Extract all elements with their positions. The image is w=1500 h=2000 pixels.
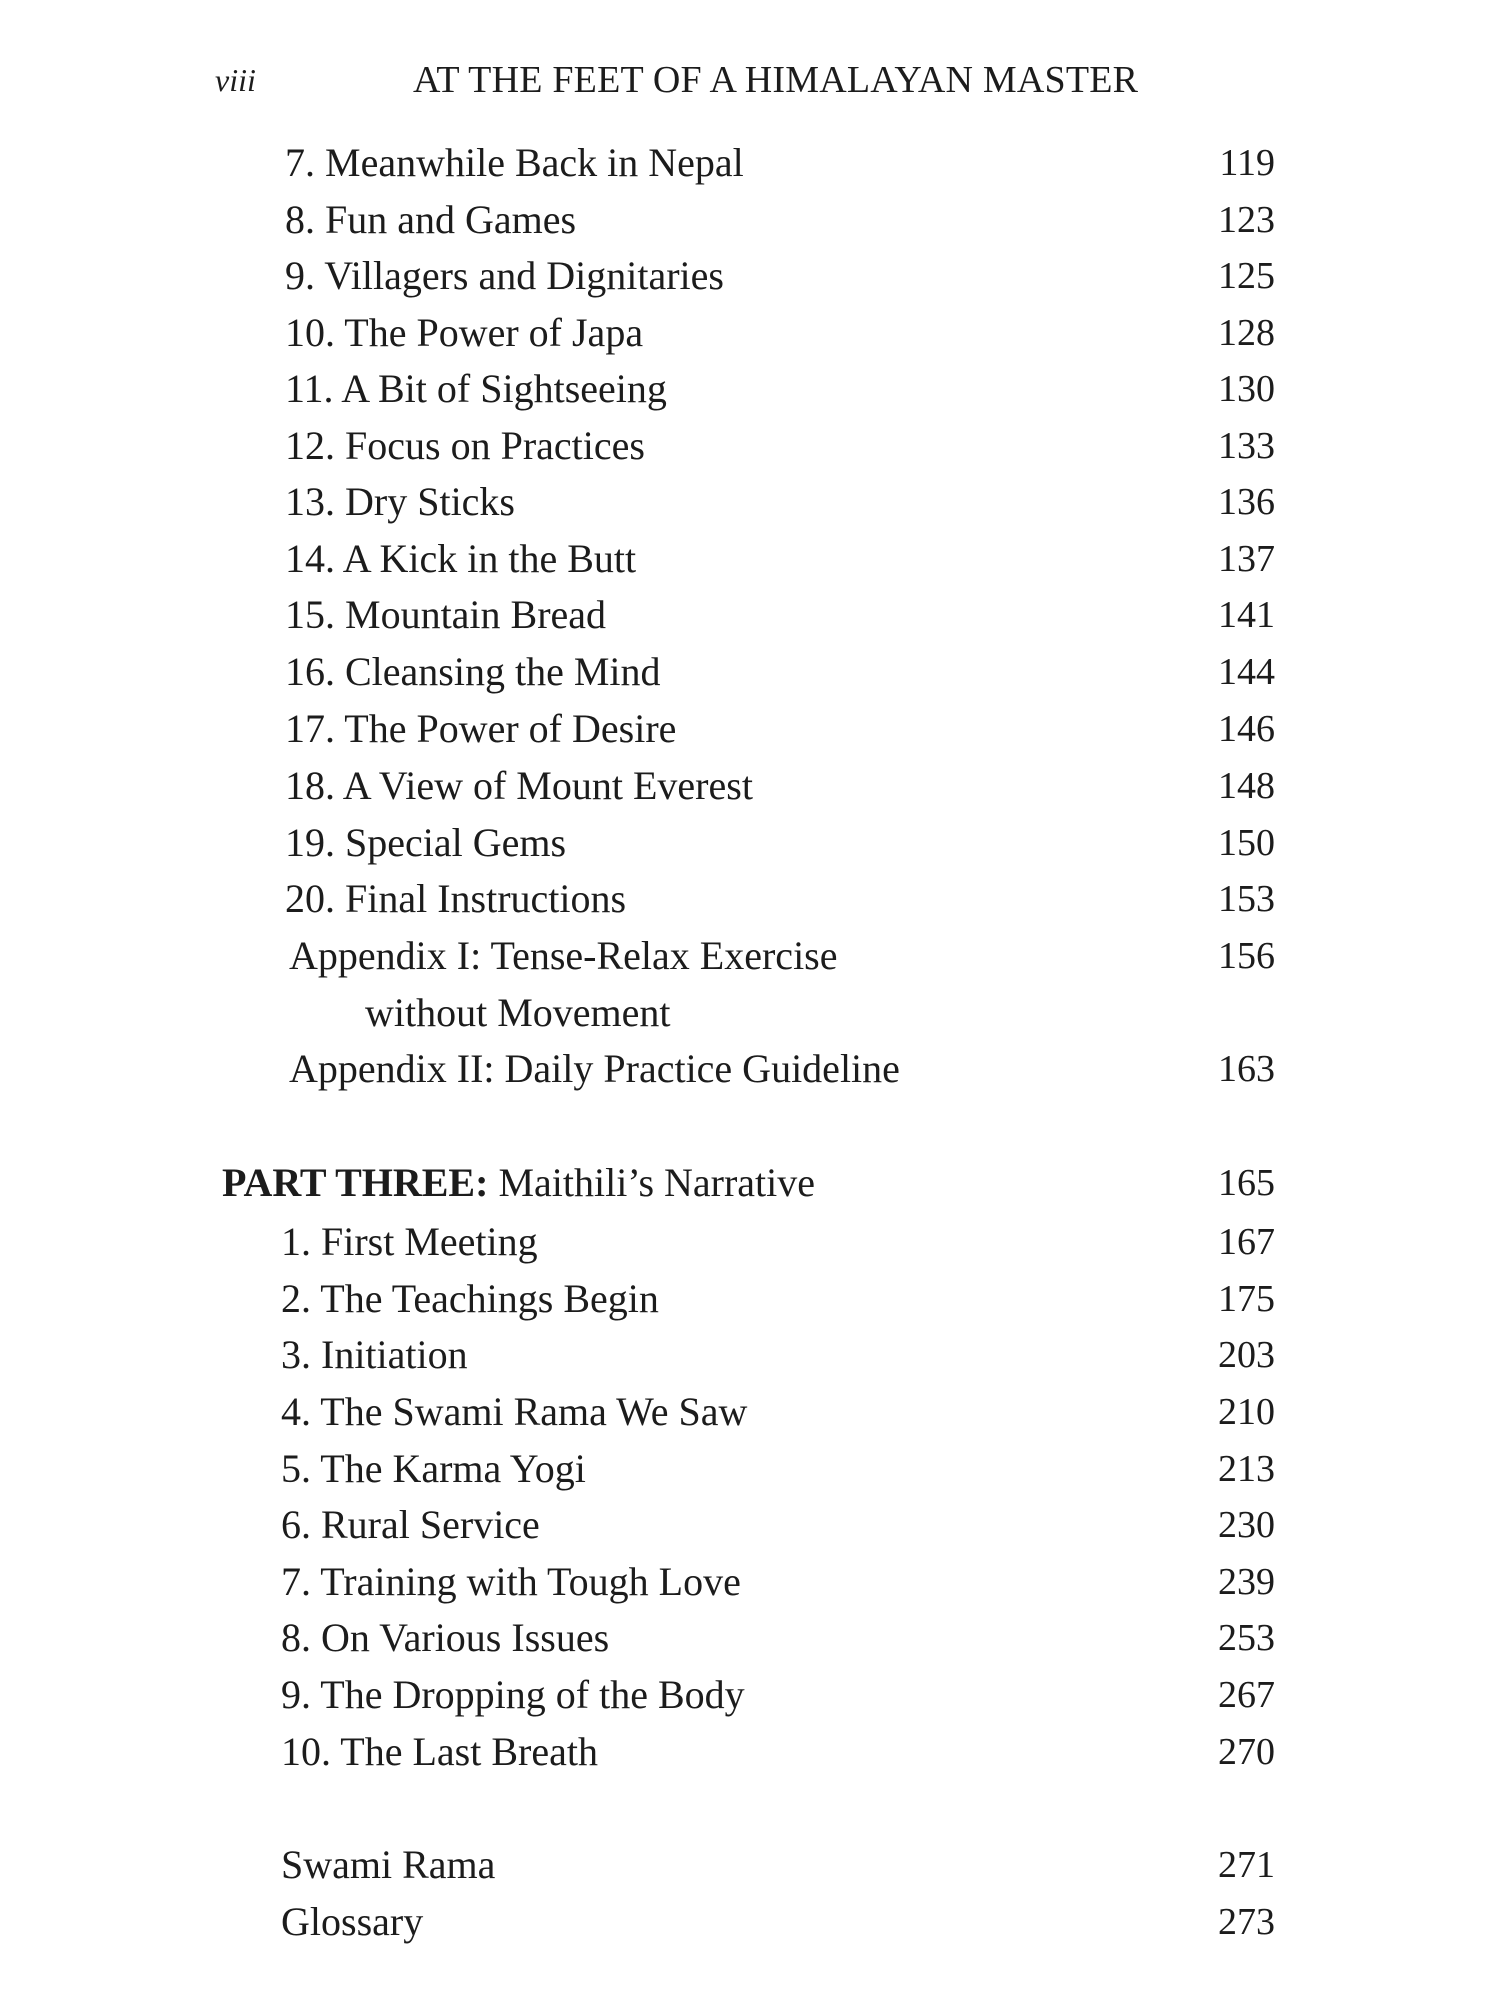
toc-entry bbox=[0, 534, 1500, 590]
toc-entry bbox=[0, 1840, 1500, 1896]
toc-entry-page: 273 bbox=[1218, 1901, 1275, 1943]
toc-entry bbox=[0, 1330, 1500, 1386]
toc-entry-page: 153 bbox=[1218, 878, 1275, 920]
toc-entry-title: 1. First Meeting bbox=[281, 1219, 538, 1264]
toc-entry bbox=[0, 704, 1500, 760]
page-number: viii bbox=[215, 62, 256, 98]
toc-entry-title: 4. The Swami Rama We Saw bbox=[281, 1389, 748, 1434]
toc-entry bbox=[0, 138, 1500, 194]
toc-entry-title: 17. The Power of Desire bbox=[285, 706, 677, 751]
toc-entry-page: 210 bbox=[1218, 1391, 1275, 1433]
toc-entry-title: 7. Meanwhile Back in Nepal bbox=[285, 140, 744, 185]
toc-entry-page: 144 bbox=[1218, 651, 1275, 693]
toc-entry-page: 137 bbox=[1218, 538, 1275, 580]
toc-entry bbox=[0, 1557, 1500, 1613]
toc-entry bbox=[0, 308, 1500, 364]
toc-entry bbox=[0, 251, 1500, 307]
running-head bbox=[0, 58, 1500, 108]
toc-entry-page: 271 bbox=[1218, 1844, 1275, 1886]
toc-entry-page: 148 bbox=[1218, 765, 1275, 807]
toc-entry-title: 14. A Kick in the Butt bbox=[285, 536, 637, 581]
toc-entry bbox=[0, 1387, 1500, 1443]
toc-entry-title: Appendix II: Daily Practice Guideline bbox=[289, 1046, 900, 1091]
toc-entry bbox=[0, 364, 1500, 420]
toc-entry-page: 175 bbox=[1218, 1278, 1275, 1320]
book-title: AT THE FEET OF A HIMALAYAN MASTER bbox=[413, 59, 1139, 101]
toc-entry-page: 130 bbox=[1218, 368, 1275, 410]
toc-entry-continuation bbox=[0, 988, 1500, 1044]
toc-entry-page: 163 bbox=[1218, 1048, 1275, 1090]
toc-entry bbox=[0, 1274, 1500, 1330]
toc-entry-title: 6. Rural Service bbox=[281, 1502, 540, 1547]
toc-entry-appendix bbox=[0, 931, 1500, 987]
toc-entry-page: 146 bbox=[1218, 708, 1275, 750]
toc-entry bbox=[0, 761, 1500, 817]
toc-entry-title: Swami Rama bbox=[281, 1842, 496, 1887]
toc-entry-title: 10. The Power of Japa bbox=[285, 310, 644, 355]
toc-entry-page: 141 bbox=[1218, 594, 1275, 636]
toc-part-page: 165 bbox=[1218, 1162, 1275, 1204]
toc-entry bbox=[0, 590, 1500, 646]
toc-entry-title: without Movement bbox=[365, 990, 671, 1035]
toc-entry-title: 13. Dry Sticks bbox=[285, 479, 515, 524]
toc-entry bbox=[0, 647, 1500, 703]
toc-entry-title: 8. On Various Issues bbox=[281, 1615, 610, 1660]
toc-entry bbox=[0, 818, 1500, 874]
toc-entry-appendix bbox=[0, 1044, 1500, 1100]
toc-entry-page: 230 bbox=[1218, 1504, 1275, 1546]
toc-entry bbox=[0, 1727, 1500, 1783]
toc-entry-page: 136 bbox=[1218, 481, 1275, 523]
toc-entry-page: 167 bbox=[1218, 1221, 1275, 1263]
toc-entry-page: 213 bbox=[1218, 1448, 1275, 1490]
toc-entry-page: 156 bbox=[1218, 935, 1275, 977]
toc-entry-title: 20. Final Instructions bbox=[285, 876, 627, 921]
toc-entry bbox=[0, 421, 1500, 477]
toc-entry-page: 125 bbox=[1218, 255, 1275, 297]
toc-entry bbox=[0, 1897, 1500, 1953]
toc-part-heading bbox=[0, 1158, 1500, 1214]
toc-entry-title: 12. Focus on Practices bbox=[285, 423, 645, 468]
toc-entry bbox=[0, 477, 1500, 533]
toc-entry-page: 203 bbox=[1218, 1334, 1275, 1376]
toc-entry-title: 19. Special Gems bbox=[285, 820, 567, 865]
toc-entry-title: 10. The Last Breath bbox=[281, 1729, 598, 1774]
toc-entry-page: 267 bbox=[1218, 1674, 1275, 1716]
toc-entry bbox=[0, 195, 1500, 251]
toc-entry bbox=[0, 1217, 1500, 1273]
toc-entry-title: 15. Mountain Bread bbox=[285, 592, 607, 637]
toc-entry bbox=[0, 1670, 1500, 1726]
toc-entry-title: 5. The Karma Yogi bbox=[281, 1446, 586, 1491]
toc-entry-title: 3. Initiation bbox=[281, 1332, 468, 1377]
toc-entry-title: Glossary bbox=[281, 1899, 424, 1944]
toc-part-title bbox=[222, 1158, 815, 1208]
toc-entry-title: 11. A Bit of Sightseeing bbox=[285, 366, 667, 411]
toc-entry-page: 150 bbox=[1218, 822, 1275, 864]
toc-entry-title: 18. A View of Mount Everest bbox=[285, 763, 753, 808]
toc-entry-page: 128 bbox=[1218, 312, 1275, 354]
toc-entry-title: Appendix I: Tense-Relax Exercise bbox=[289, 933, 838, 978]
toc-entry bbox=[0, 1613, 1500, 1669]
toc-entry-title: 16. Cleansing the Mind bbox=[285, 649, 661, 694]
toc-entry bbox=[0, 874, 1500, 930]
part-subtitle: Maithili’s Narrative bbox=[498, 1160, 816, 1205]
toc-entry-title: 9. Villagers and Dignitaries bbox=[285, 253, 724, 298]
toc-entry-page: 119 bbox=[1219, 142, 1275, 184]
toc-entry-page: 123 bbox=[1218, 199, 1275, 241]
toc-entry-title: 8. Fun and Games bbox=[285, 197, 577, 242]
toc-entry-page: 239 bbox=[1218, 1561, 1275, 1603]
toc-entry-title: 9. The Dropping of the Body bbox=[281, 1672, 745, 1717]
toc-entry bbox=[0, 1500, 1500, 1556]
part-label: PART THREE: bbox=[222, 1160, 489, 1205]
toc-entry-page: 270 bbox=[1218, 1731, 1275, 1773]
toc-entry bbox=[0, 1444, 1500, 1500]
toc-entry-title: 2. The Teachings Begin bbox=[281, 1276, 659, 1321]
toc-entry-page: 253 bbox=[1218, 1617, 1275, 1659]
toc-entry-title: 7. Training with Tough Love bbox=[281, 1559, 741, 1604]
toc-entry-page: 133 bbox=[1218, 425, 1275, 467]
